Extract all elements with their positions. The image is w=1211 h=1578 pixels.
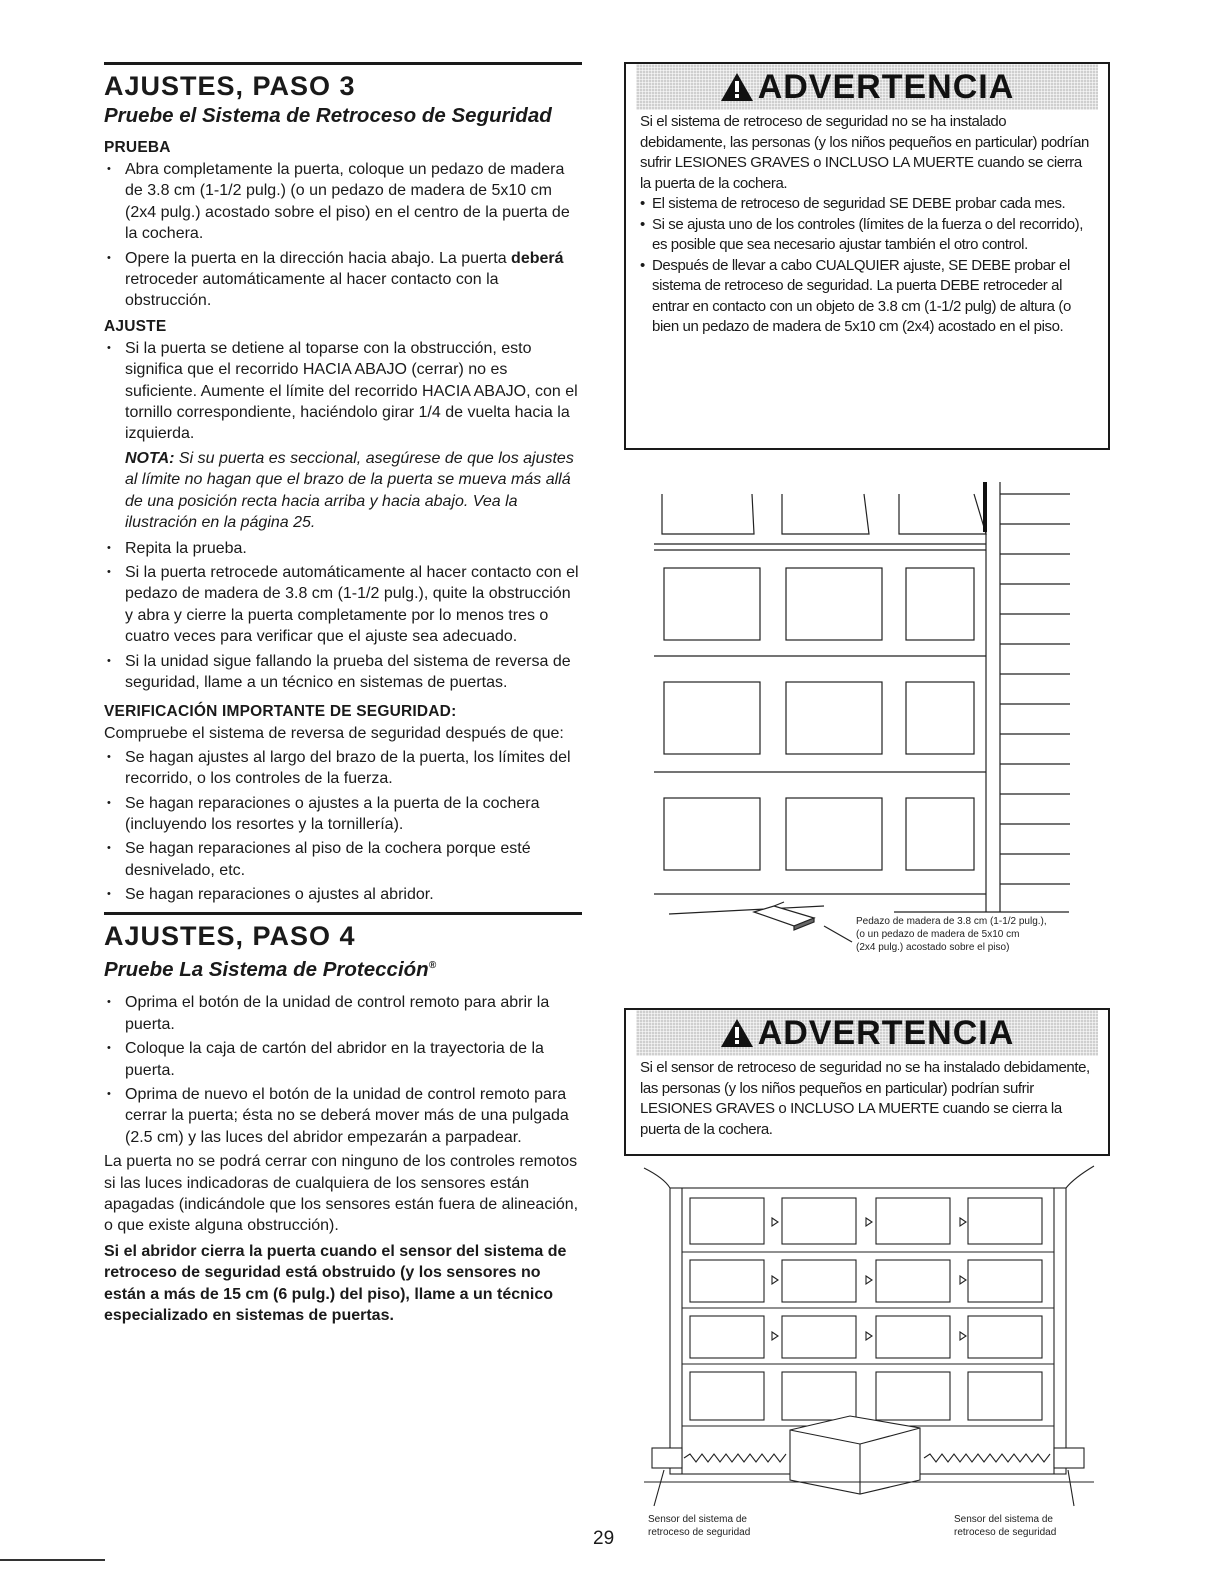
nota-text: Si su puerta es seccional, asegúrese de que los ajustes al límite no hagan que el brazo de la puerta se mueva más allá de una posición recta hacia arriba y hacia abajo. Vea la ilustración en la página 25. bbox=[125, 449, 574, 532]
verif-list bbox=[104, 747, 582, 906]
figure-door-wood-block bbox=[624, 482, 1110, 953]
figure-door-sensors bbox=[624, 1158, 1110, 1578]
figure1-caption-line: (o un pedazo de madera de 5x10 cm bbox=[856, 929, 1020, 940]
figure2-caption-left: Sensor del sistema de bbox=[648, 1514, 747, 1525]
list-item: • Si la puerta se detiene al toparse con la obstrucción, esto significa que el recorrido HACIA ABAJO (cerrar) no es suficiente. Aumente el límite del recorrido HACIA ABAJO, con el tornillo correspondiente, haciéndolo girar 1/4 de vuelta hacia la izquierda. bbox=[104, 338, 582, 445]
verif-label: VERIFICACIÓN IMPORTANTE DE SEGURIDAD: bbox=[104, 703, 457, 721]
warning-intro: Si el sensor de retroceso de seguridad no se ha instalado debidamente, las personas (y los niños pequeños en particular) podrían sufrir LESIONES GRAVES o INCLUSO LA MUERTE cuando se cierra la puerta de la cochera. bbox=[640, 1059, 1090, 1138]
section-rule bbox=[104, 912, 582, 915]
figure2-caption-right: retroceso de seguridad bbox=[954, 1527, 1057, 1538]
nota-label: NOTA: bbox=[125, 449, 175, 467]
list-item: • Oprima el botón de la unidad de control remoto para abrir la puerta. bbox=[104, 992, 582, 1035]
list-item: • Si se ajusta uno de los controles (límites de la fuerza o del recorrido), es posible que sea necesario ajustar también el otro control. bbox=[640, 215, 1094, 256]
registered-mark: ® bbox=[428, 959, 437, 971]
list-item: • Repita la prueba. bbox=[104, 538, 582, 559]
list-item: • El sistema de retroceso de seguridad SE DEBE probar cada mes. bbox=[640, 194, 1094, 215]
step4-paragraph: La puerta no se podrá cerrar con ninguno de los controles remotos si las luces indicadoras de cualquiera de los sensores están apagadas (indicándole que los sensores están fuera de alineación, o que existe alguna obstrucción). bbox=[104, 1153, 579, 1235]
list-item: • Si la puerta retrocede automáticamente al hacer contacto con el pedazo de madera de 3.8 cm (1-1/2 pulg.), quite la obstrucción y abra y cierre la puerta completamente por lo menos tres o cuatro veces para verificar que el ajuste sea adecuado. bbox=[104, 562, 582, 648]
warning-triangle-icon bbox=[720, 72, 754, 102]
ajuste-list bbox=[104, 338, 582, 445]
list-item: • Se hagan ajustes al largo del brazo de la puerta, los límites del recorrido, o los controles de la fuerza. bbox=[104, 747, 582, 790]
step4-title: AJUSTES, PASO 4 bbox=[104, 920, 356, 951]
figure2-caption-right: Sensor del sistema de bbox=[954, 1514, 1053, 1525]
prueba-list bbox=[104, 159, 582, 312]
verif-intro: Compruebe el sistema de reversa de seguridad después de que: bbox=[104, 725, 564, 743]
right-column bbox=[624, 62, 1110, 1538]
figure1-caption-line: (2x4 pulg.) acostado sobre el piso) bbox=[856, 942, 1010, 953]
step4-subtitle bbox=[104, 954, 582, 981]
list-item: • Oprima de nuevo el botón de la unidad de control remoto para cerrar la puerta; ésta no se deberá mover más de una pulgada (2.5 cm) y las luces del abridor empezarán a parpadear. bbox=[104, 1084, 582, 1148]
list-item: • Se hagan reparaciones o ajustes a la puerta de la cochera (incluyendo los resortes y la tornillería). bbox=[104, 793, 582, 836]
list-item-text: retroceder automáticamente al hacer contacto con la obstrucción. bbox=[125, 271, 499, 310]
list-item bbox=[104, 248, 582, 312]
list-item: • Se hagan reparaciones al piso de la cochera porque esté desnivelado, etc. bbox=[104, 838, 582, 881]
warning-triangle-icon bbox=[720, 1018, 754, 1048]
warning-box-2 bbox=[624, 1008, 1110, 1156]
warning-header bbox=[636, 64, 1098, 110]
nota bbox=[125, 448, 582, 534]
list-item: • Abra completamente la puerta, coloque un pedazo de madera de 3.8 cm (1-1/2 pulg.) (o un pedazo de madera de 5x10 cm (2x4 pulg.) acostado sobre el piso) en el centro de la puerta de la cochera. bbox=[104, 159, 582, 245]
emphasis: deberá bbox=[511, 249, 564, 267]
figure2-caption-left: retroceso de seguridad bbox=[648, 1527, 751, 1538]
warning-list bbox=[640, 194, 1094, 338]
list-item-text: Opere la puerta en la dirección hacia abajo. La puerta bbox=[125, 249, 507, 267]
list-item: • Coloque la caja de cartón del abridor en la trayectoria de la puerta. bbox=[104, 1038, 582, 1081]
step4-list bbox=[104, 992, 582, 1148]
step3-title: AJUSTES, PASO 3 bbox=[104, 71, 356, 101]
page-number: 29 bbox=[593, 1528, 615, 1549]
prueba-label: PRUEBA bbox=[104, 139, 171, 156]
step4-subtitle-text: Pruebe La Sistema de Protección bbox=[104, 957, 429, 981]
warning-header bbox=[636, 1010, 1098, 1056]
warning-body bbox=[626, 1056, 1108, 1154]
left-column bbox=[104, 62, 582, 1327]
step3-subtitle: Pruebe el Sistema de Retroceso de Seguridad bbox=[104, 104, 552, 127]
warning-title: ADVERTENCIA bbox=[757, 1013, 1015, 1052]
list-item: • Si la unidad sigue fallando la prueba del sistema de reversa de seguridad, llame a un técnico en sistemas de puertas. bbox=[104, 651, 582, 694]
list-item: • Se hagan reparaciones o ajustes al abridor. bbox=[104, 884, 582, 905]
footer-rule bbox=[0, 1559, 105, 1561]
step4-bold-paragraph: Si el abridor cierra la puerta cuando el sensor del sistema de retroceso de seguridad está obstruido (y los sensores no están a más de 15 cm (6 pulg.) del piso), llame a un técnico especializado en sistemas de puertas. bbox=[104, 1242, 567, 1325]
ajuste-label: AJUSTE bbox=[104, 317, 167, 335]
warning-box-1 bbox=[624, 62, 1110, 450]
ajuste-list-2 bbox=[104, 538, 582, 694]
warning-body bbox=[626, 110, 1108, 352]
section-rule bbox=[104, 62, 582, 65]
warning-title: ADVERTENCIA bbox=[757, 67, 1015, 106]
warning-intro: Si el sistema de retroceso de seguridad no se ha instalado debidamente, las personas (y los niños pequeños en particular) podrían sufrir LESIONES GRAVES o INCLUSO LA MUERTE cuando se cierra la puerta de la cochera. bbox=[640, 113, 1089, 192]
figure1-caption-line: Pedazo de madera de 3.8 cm (1-1/2 pulg.), bbox=[856, 916, 1047, 927]
list-item: • Después de llevar a cabo CUALQUIER ajuste, SE DEBE probar el sistema de retroceso de seguridad. La puerta DEBE retroceder al entrar en contacto con un objeto de 3.8 cm (1-1/2 pulg) de altura (o bien un pedazo de madera de 5x10 cm (2x4) acostado en el piso. bbox=[640, 256, 1094, 338]
